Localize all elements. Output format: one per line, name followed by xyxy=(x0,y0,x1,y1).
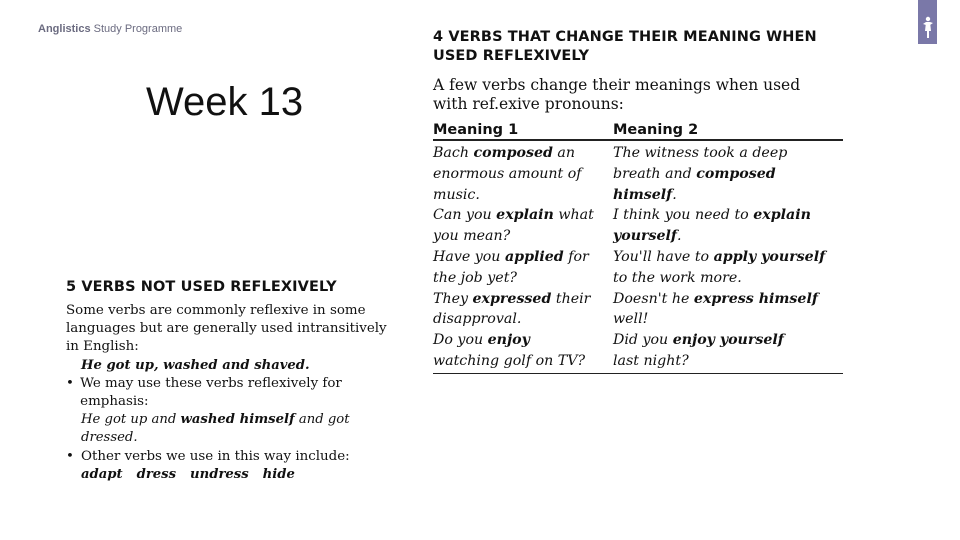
verb-word: hide xyxy=(262,466,295,482)
verb-word: undress xyxy=(190,466,249,482)
meaning-2-cell: Doesn't he express himself well! xyxy=(613,290,818,328)
table-top-rule xyxy=(433,139,843,141)
meaning-1-cell: Have you applied for the job yet? xyxy=(433,248,589,286)
meaning-1-cell: Do you enjoy watching golf on TV? xyxy=(433,332,586,369)
table-bottom-rule xyxy=(433,373,843,374)
meaning-2-cell: Did you enjoy yourself last night? xyxy=(613,332,784,369)
brand-bold: Anglistics xyxy=(38,23,91,35)
page-title: Week 13 xyxy=(146,80,304,124)
bullet-item: • We may use these verbs reflexively for emphasis: xyxy=(66,375,396,411)
meaning-2-cell: You'll have to apply yourself to the work more. xyxy=(613,248,826,286)
section-5-heading: 5 VERBS NOT USED REFLEXIVELY xyxy=(66,279,337,295)
example-text: He got up, washed and shaved. xyxy=(81,357,310,373)
bullet-item: • Other verbs we use in this way include: xyxy=(66,448,396,466)
university-logo-icon xyxy=(918,0,937,44)
meaning-2-cell: I think you need to explain yourself. xyxy=(613,207,811,245)
meaning-1-cell: They expressed their disapproval. xyxy=(433,290,591,328)
column-header-meaning-1: Meaning 1 xyxy=(433,121,519,138)
column-header-meaning-2: Meaning 2 xyxy=(613,121,699,138)
section-4-intro: A few verbs change their meanings when used with ref.exive pronouns: xyxy=(433,76,801,113)
table-row xyxy=(433,330,843,372)
section-5 xyxy=(66,278,396,484)
table-row xyxy=(433,143,843,205)
meaning-table xyxy=(433,117,843,374)
programme-label xyxy=(38,23,182,35)
meaning-2-cell: The witness took a deep breath and composed himself. xyxy=(613,145,788,203)
bullet-icon: • xyxy=(66,375,74,391)
table-row xyxy=(433,247,843,289)
verb-word: dress xyxy=(136,466,177,482)
bullet-icon: • xyxy=(66,448,74,464)
brand-rest: Study Programme xyxy=(90,23,183,35)
example-text: He got up and washed himself and got dressed. xyxy=(81,412,350,446)
section-4 xyxy=(433,28,843,374)
verb-list xyxy=(66,466,396,484)
meaning-1-cell: Can you explain what you mean? xyxy=(433,207,594,245)
section-5-intro: Some verbs are commonly reflexive in some languages but are generally used intransitively in English: xyxy=(66,303,387,355)
meaning-1-cell: Bach composed an enormous amount of music. xyxy=(433,145,582,203)
verb-word: adapt xyxy=(81,466,123,482)
table-row xyxy=(433,205,843,247)
table-body xyxy=(433,143,843,372)
section-4-heading: 4 VERBS THAT CHANGE THEIR MEANING WHEN USED REFLEXIVELY xyxy=(433,29,817,64)
table-row xyxy=(433,289,843,331)
